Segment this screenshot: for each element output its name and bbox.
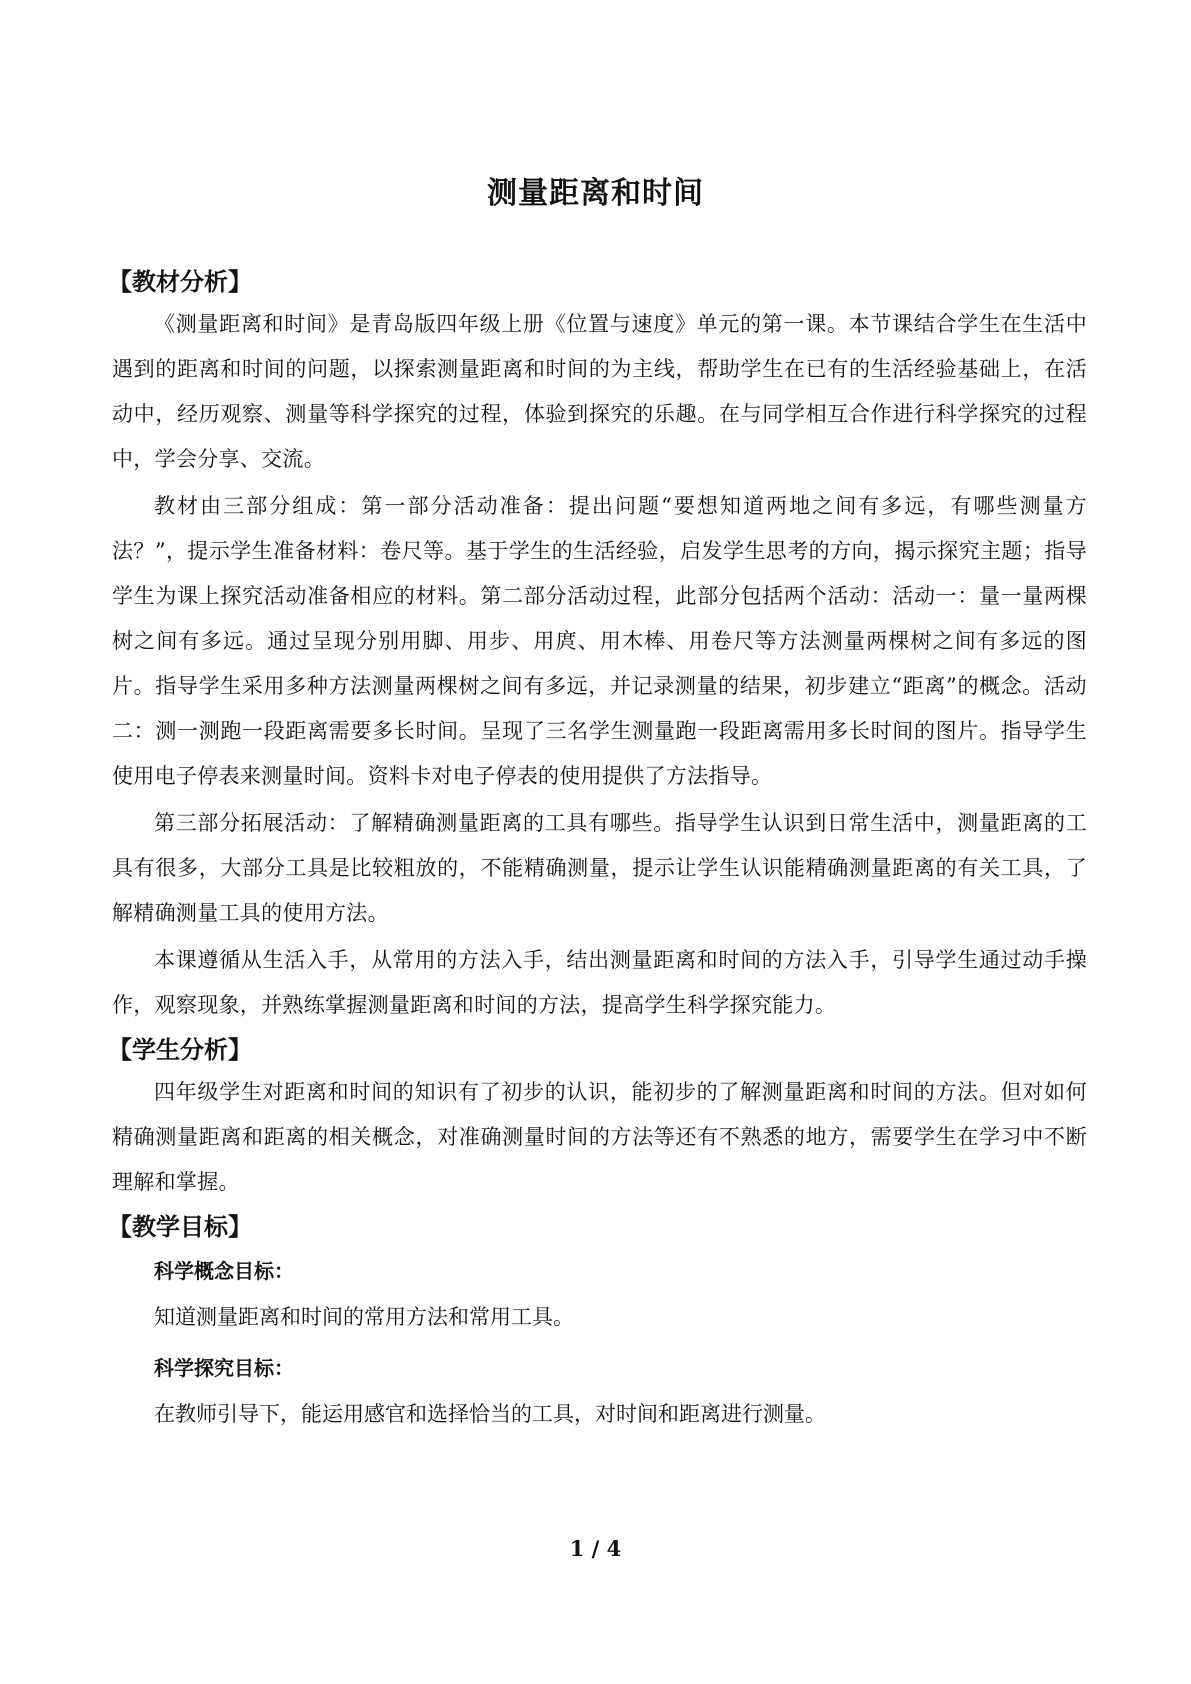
section-student-analysis <box>108 1030 1087 1205</box>
inquiry-goal-heading: 科学探究目标： <box>154 1356 294 1380</box>
section-material-analysis <box>108 262 1087 1028</box>
concept-goal-text: 知道测量距离和时间的常用方法和常用工具。 <box>154 1305 574 1329</box>
section-heading: 【教材分析】 <box>108 267 252 296</box>
section-teaching-goals <box>108 1207 1087 1437</box>
paragraph: 四年级学生对距离和时间的知识有了初步的认识，能初步的了解测量距离和时间的方法。但对如何精确测量距离和距离的相关概念，对准确测量时间的方法等还有不熟悉的地方，需要学生在学习中不断理解和掌握。 <box>112 1080 1087 1194</box>
section-heading: 【教学目标】 <box>108 1212 252 1241</box>
paragraph: 教材由三部分组成：第一部分活动准备：提出问题“要想知道两地之间有多远，有哪些测量方法？”，提示学生准备材料：卷尺等。基于学生的生活经验，启发学生思考的方向，揭示探究主题；指导学生为课上探究活动准备相应的材料。第二部分活动过程，此部分包括两个活动：活动一：量一量两棵树之间有多远。通过呈现分别用脚、用步、用庹、用木棒、用卷尺等方法测量两棵树之间有多远的图片。指导学生采用多种方法测量两棵树之间有多远，并记录测量的结果，初步建立“距离”的概念。活动二：测一测跑一段距离需要多长时间。呈现了三名学生测量跑一段距离需用多长时间的图片。指导学生使用电子停表来测量时间。资料卡对电子停表的使用提供了方法指导。 <box>112 494 1087 788</box>
paragraph: 《测量距离和时间》是青岛版四年级上册《位置与速度》单元的第一课。本节课结合学生在生活中遇到的距离和时间的问题，以探索测量距离和时间的为主线，帮助学生在已有的生活经验基础上，在活动中，经历观察、测量等科学探究的过程，体验到探究的乐趣。在与同学相互合作进行科学探究的过程中，学会分享、交流。 <box>112 312 1087 471</box>
page-number: 1 / 4 <box>569 1536 622 1561</box>
paragraph: 第三部分拓展活动：了解精确测量距离的工具有哪些。指导学生认识到日常生活中，测量距离的工具有很多，大部分工具是比较粗放的，不能精确测量，提示让学生认识能精确测量距离的有关工具，了解精确测量工具的使用方法。 <box>112 811 1087 925</box>
section-heading: 【学生分析】 <box>108 1035 252 1064</box>
inquiry-goal-text: 在教师引导下，能运用感官和选择恰当的工具，对时间和距离进行测量。 <box>154 1402 826 1426</box>
concept-goal-heading: 科学概念目标： <box>154 1259 294 1283</box>
document-body <box>108 262 1087 1443</box>
paragraph: 本课遵循从生活入手，从常用的方法入手，结出测量距离和时间的方法入手，引导学生通过动手操作，观察现象，并熟练掌握测量距离和时间的方法，提高学生科学探究能力。 <box>112 948 1087 1017</box>
page-title: 测量距离和时间 <box>487 176 704 211</box>
